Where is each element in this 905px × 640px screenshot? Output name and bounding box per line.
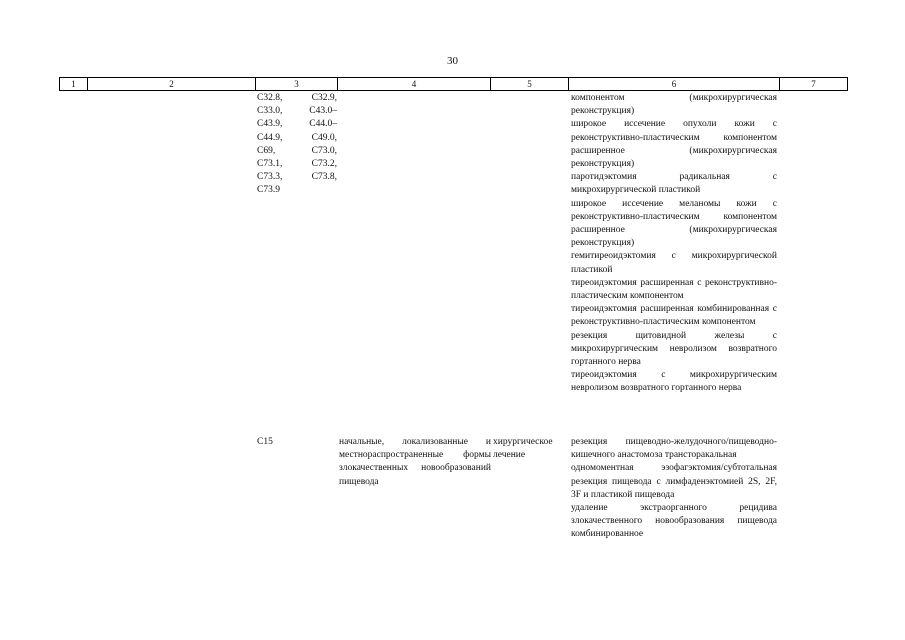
operation-item: резекция щитовидной железы с микрохирургическим невролизом возвратного гортанного нерва [571, 330, 777, 368]
operations-block-2 [571, 436, 777, 542]
description-text: начальные, локализованные и местнораспространенные формы злокачественных новообразований пищевода [339, 437, 491, 487]
icd-code: C73.3, [257, 172, 283, 183]
icd-code: C73.9 [257, 185, 280, 196]
icd-code: C43.0– [309, 106, 337, 117]
icd-code: C73.2, [311, 159, 337, 170]
operations-block-1 [571, 92, 777, 396]
operation-item: паротидэктомия радикальная с микрохирургической пластикой [571, 172, 777, 196]
operation-item: широкое иссечение опухоли кожи с реконструктивно-пластическим компонентом расширенное (микрохирургическая реконструкция) [571, 119, 777, 170]
header-col-5: 5 [490, 78, 568, 90]
icd-code: C73.1, [257, 159, 283, 170]
header-col-1: 1 [59, 78, 87, 90]
operation-item: резекция пищеводно-желудочного/пищеводно-кишечного анастомоза трансторакальная [571, 437, 777, 461]
header-col-7: 7 [779, 78, 848, 90]
operation-item: одномоментная эзофагэктомия/субтотальная резекция пищевода с лимфаденэктомией 2S, 2F, 3F и пластикой пищевода [571, 463, 777, 500]
icd-code: C73.0, [311, 145, 337, 156]
operation-item: тиреоидэктомия расширенная комбинированная с реконструктивно-пластическим компонентом [571, 304, 777, 328]
operation-item: тиреоидэктомия расширенная с реконструктивно-пластическим компонентом [571, 277, 777, 302]
treatment-text: хирургическое лечение [493, 437, 553, 461]
operation-item: широкое иссечение меланомы кожи с реконструктивно-пластическим компонентом расширенное (микрохирургическая реконструкция) [571, 198, 777, 249]
operation-item: гемитиреоидэктомия с микрохирургической пластикой [571, 251, 777, 275]
icd-codes-block-1 [257, 92, 337, 198]
disease-description [339, 436, 491, 489]
header-col-3: 3 [255, 78, 337, 90]
table-header-row [59, 77, 848, 91]
icd-code: C32.9, [311, 93, 337, 103]
icd-code: C32.8, [257, 93, 283, 103]
operation-item: компонентом (микрохирургическая реконструкция) [571, 93, 777, 117]
icd-code: C69, [257, 145, 276, 156]
icd-code: C44.9, [257, 132, 283, 143]
operation-item: тиреоидэктомия с микрохирургическим невролизом возвратного гортанного нерва [571, 370, 777, 394]
header-col-4: 4 [337, 78, 490, 90]
icd-code: C49.0, [311, 132, 337, 143]
page-number: 30 [447, 55, 458, 67]
treatment-type [493, 436, 565, 462]
operation-item: удаление экстраорганного рецидива злокачественного новообразования пищевода комбинированное [571, 503, 777, 540]
icd-codes-block-2 [257, 436, 337, 449]
header-col-2: 2 [87, 78, 255, 90]
icd-code: C73.8, [311, 172, 337, 183]
icd-code: C43.9, [257, 119, 283, 130]
header-col-6: 6 [568, 78, 779, 90]
icd-code: C15 [257, 437, 273, 447]
icd-code: C33.0, [257, 106, 283, 117]
icd-code: C44.0– [309, 119, 337, 130]
